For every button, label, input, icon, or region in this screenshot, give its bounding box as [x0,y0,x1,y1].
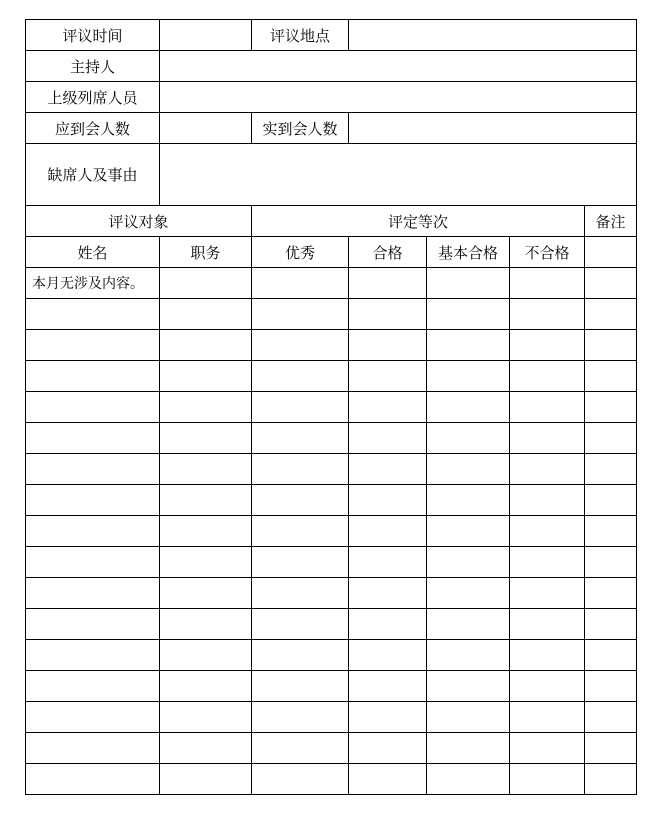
cell-basic-qualified[interactable] [427,609,510,640]
cell-remarks[interactable] [585,454,637,485]
cell-excellent[interactable] [252,361,349,392]
cell-qualified[interactable] [349,578,427,609]
table-row [26,268,637,299]
cell-unqualified[interactable] [510,392,585,423]
absent-field[interactable] [160,144,637,206]
cell-position[interactable] [160,702,252,733]
cell-basic-qualified[interactable] [427,485,510,516]
cell-unqualified[interactable] [510,516,585,547]
col-excellent-header: 优秀 [252,237,349,268]
cell-remarks[interactable] [585,361,637,392]
cell-position[interactable] [160,268,252,299]
cell-excellent[interactable] [252,392,349,423]
expected-count-field[interactable] [160,113,252,144]
cell-basic-qualified[interactable] [427,764,510,795]
cell-name[interactable] [26,299,160,330]
cell-remarks[interactable] [585,609,637,640]
table-row [26,640,637,671]
cell-basic-qualified[interactable] [427,299,510,330]
table-row [26,330,637,361]
host-label: 主持人 [26,51,160,82]
cell-name[interactable] [26,733,160,764]
cell-unqualified[interactable] [510,578,585,609]
cell-qualified[interactable] [349,454,427,485]
cell-name[interactable] [26,640,160,671]
review-time-field[interactable] [160,20,252,51]
cell-qualified[interactable] [349,423,427,454]
cell-position[interactable] [160,640,252,671]
cell-excellent[interactable] [252,733,349,764]
cell-name[interactable] [26,454,160,485]
cell-name[interactable] [26,764,160,795]
evaluation-form-table [25,19,637,795]
cell-excellent[interactable] [252,454,349,485]
cell-name[interactable] [26,547,160,578]
table-row [26,764,637,795]
cell-remarks[interactable] [585,764,637,795]
cell-qualified[interactable] [349,702,427,733]
col-basic-qualified-header: 基本合格 [427,237,510,268]
remarks-header: 备注 [585,206,637,237]
cell-qualified[interactable] [349,516,427,547]
table-row [26,516,637,547]
cell-excellent[interactable] [252,485,349,516]
cell-unqualified[interactable] [510,671,585,702]
cell-excellent[interactable] [252,268,349,299]
cell-position[interactable] [160,392,252,423]
cell-remarks[interactable] [585,330,637,361]
cell-position[interactable] [160,733,252,764]
cell-excellent[interactable] [252,578,349,609]
cell-qualified[interactable] [349,609,427,640]
cell-remarks[interactable] [585,485,637,516]
cell-excellent[interactable] [252,547,349,578]
cell-name[interactable] [26,516,160,547]
cell-excellent[interactable] [252,702,349,733]
cell-position[interactable] [160,609,252,640]
cell-name[interactable] [26,702,160,733]
table-row [26,392,637,423]
cell-unqualified[interactable] [510,609,585,640]
cell-unqualified[interactable] [510,423,585,454]
cell-position[interactable] [160,671,252,702]
cell-position[interactable] [160,516,252,547]
cell-basic-qualified[interactable] [427,330,510,361]
cell-basic-qualified[interactable] [427,547,510,578]
table-row [26,547,637,578]
cell-qualified[interactable] [349,268,427,299]
cell-remarks[interactable] [585,578,637,609]
cell-unqualified[interactable] [510,702,585,733]
table-row [26,299,637,330]
cell-excellent[interactable] [252,640,349,671]
cell-unqualified[interactable] [510,485,585,516]
cell-unqualified[interactable] [510,764,585,795]
cell-basic-qualified[interactable] [427,454,510,485]
col-name-header: 姓名 [26,237,160,268]
cell-qualified[interactable] [349,361,427,392]
cell-position[interactable] [160,485,252,516]
cell-position[interactable] [160,423,252,454]
cell-basic-qualified[interactable] [427,361,510,392]
cell-name[interactable] [26,609,160,640]
cell-unqualified[interactable] [510,361,585,392]
cell-excellent[interactable] [252,330,349,361]
cell-remarks[interactable] [585,268,637,299]
cell-position[interactable] [160,454,252,485]
cell-name[interactable] [26,485,160,516]
cell-unqualified[interactable] [510,299,585,330]
cell-position[interactable] [160,361,252,392]
cell-basic-qualified[interactable] [427,392,510,423]
cell-unqualified[interactable] [510,640,585,671]
cell-remarks[interactable] [585,702,637,733]
review-time-label: 评议时间 [26,20,160,51]
cell-qualified[interactable] [349,764,427,795]
cell-basic-qualified[interactable] [427,268,510,299]
table-row [26,671,637,702]
cell-position[interactable] [160,330,252,361]
cell-qualified[interactable] [349,392,427,423]
review-location-field[interactable] [349,20,637,51]
group-rating-header: 评定等次 [252,206,585,237]
cell-remarks[interactable] [585,299,637,330]
superior-attendees-label: 上级列席人员 [26,82,160,113]
cell-name[interactable] [26,392,160,423]
cell-unqualified[interactable] [510,733,585,764]
cell-position[interactable] [160,299,252,330]
table-row [26,578,637,609]
cell-name[interactable] [26,361,160,392]
cell-remarks[interactable] [585,640,637,671]
cell-unqualified[interactable] [510,547,585,578]
cell-qualified[interactable] [349,733,427,764]
table-row [26,361,637,392]
cell-qualified[interactable] [349,640,427,671]
col-unqualified-header: 不合格 [510,237,585,268]
cell-remarks[interactable] [585,547,637,578]
cell-remarks[interactable] [585,733,637,764]
actual-count-label: 实到会人数 [252,113,349,144]
group-subject-header: 评议对象 [26,206,252,237]
cell-name[interactable] [26,578,160,609]
host-field[interactable] [160,51,637,82]
cell-basic-qualified[interactable] [427,516,510,547]
table-row [26,454,637,485]
cell-excellent[interactable] [252,516,349,547]
cell-unqualified[interactable] [510,454,585,485]
cell-excellent[interactable] [252,609,349,640]
cell-basic-qualified[interactable] [427,640,510,671]
review-location-label: 评议地点 [252,20,349,51]
actual-count-field[interactable] [349,113,637,144]
cell-unqualified[interactable] [510,268,585,299]
cell-qualified[interactable] [349,299,427,330]
cell-name[interactable] [26,671,160,702]
col-position-header: 职务 [160,237,252,268]
cell-qualified[interactable] [349,547,427,578]
cell-basic-qualified[interactable] [427,423,510,454]
cell-unqualified[interactable] [510,330,585,361]
table-row [26,733,637,764]
table-row [26,609,637,640]
cell-position[interactable] [160,578,252,609]
cell-qualified[interactable] [349,485,427,516]
table-row [26,423,637,454]
cell-remarks[interactable] [585,516,637,547]
cell-name[interactable] [26,330,160,361]
cell-name[interactable] [26,423,160,454]
cell-basic-qualified[interactable] [427,671,510,702]
cell-excellent[interactable] [252,764,349,795]
absent-label: 缺席人及事由 [26,144,160,206]
cell-remarks[interactable] [585,423,637,454]
expected-count-label: 应到会人数 [26,113,160,144]
cell-basic-qualified[interactable] [427,578,510,609]
cell-remarks[interactable] [585,392,637,423]
cell-excellent[interactable] [252,423,349,454]
col-qualified-header: 合格 [349,237,427,268]
cell-basic-qualified[interactable] [427,702,510,733]
cell-position[interactable] [160,764,252,795]
cell-position[interactable] [160,547,252,578]
cell-qualified[interactable] [349,330,427,361]
cell-name[interactable]: 本月无涉及内容。 [26,268,160,299]
cell-qualified[interactable] [349,671,427,702]
table-row [26,702,637,733]
col-remarks-header [585,237,637,268]
cell-remarks[interactable] [585,671,637,702]
cell-excellent[interactable] [252,299,349,330]
table-row [26,485,637,516]
cell-excellent[interactable] [252,671,349,702]
superior-attendees-field[interactable] [160,82,637,113]
cell-basic-qualified[interactable] [427,733,510,764]
